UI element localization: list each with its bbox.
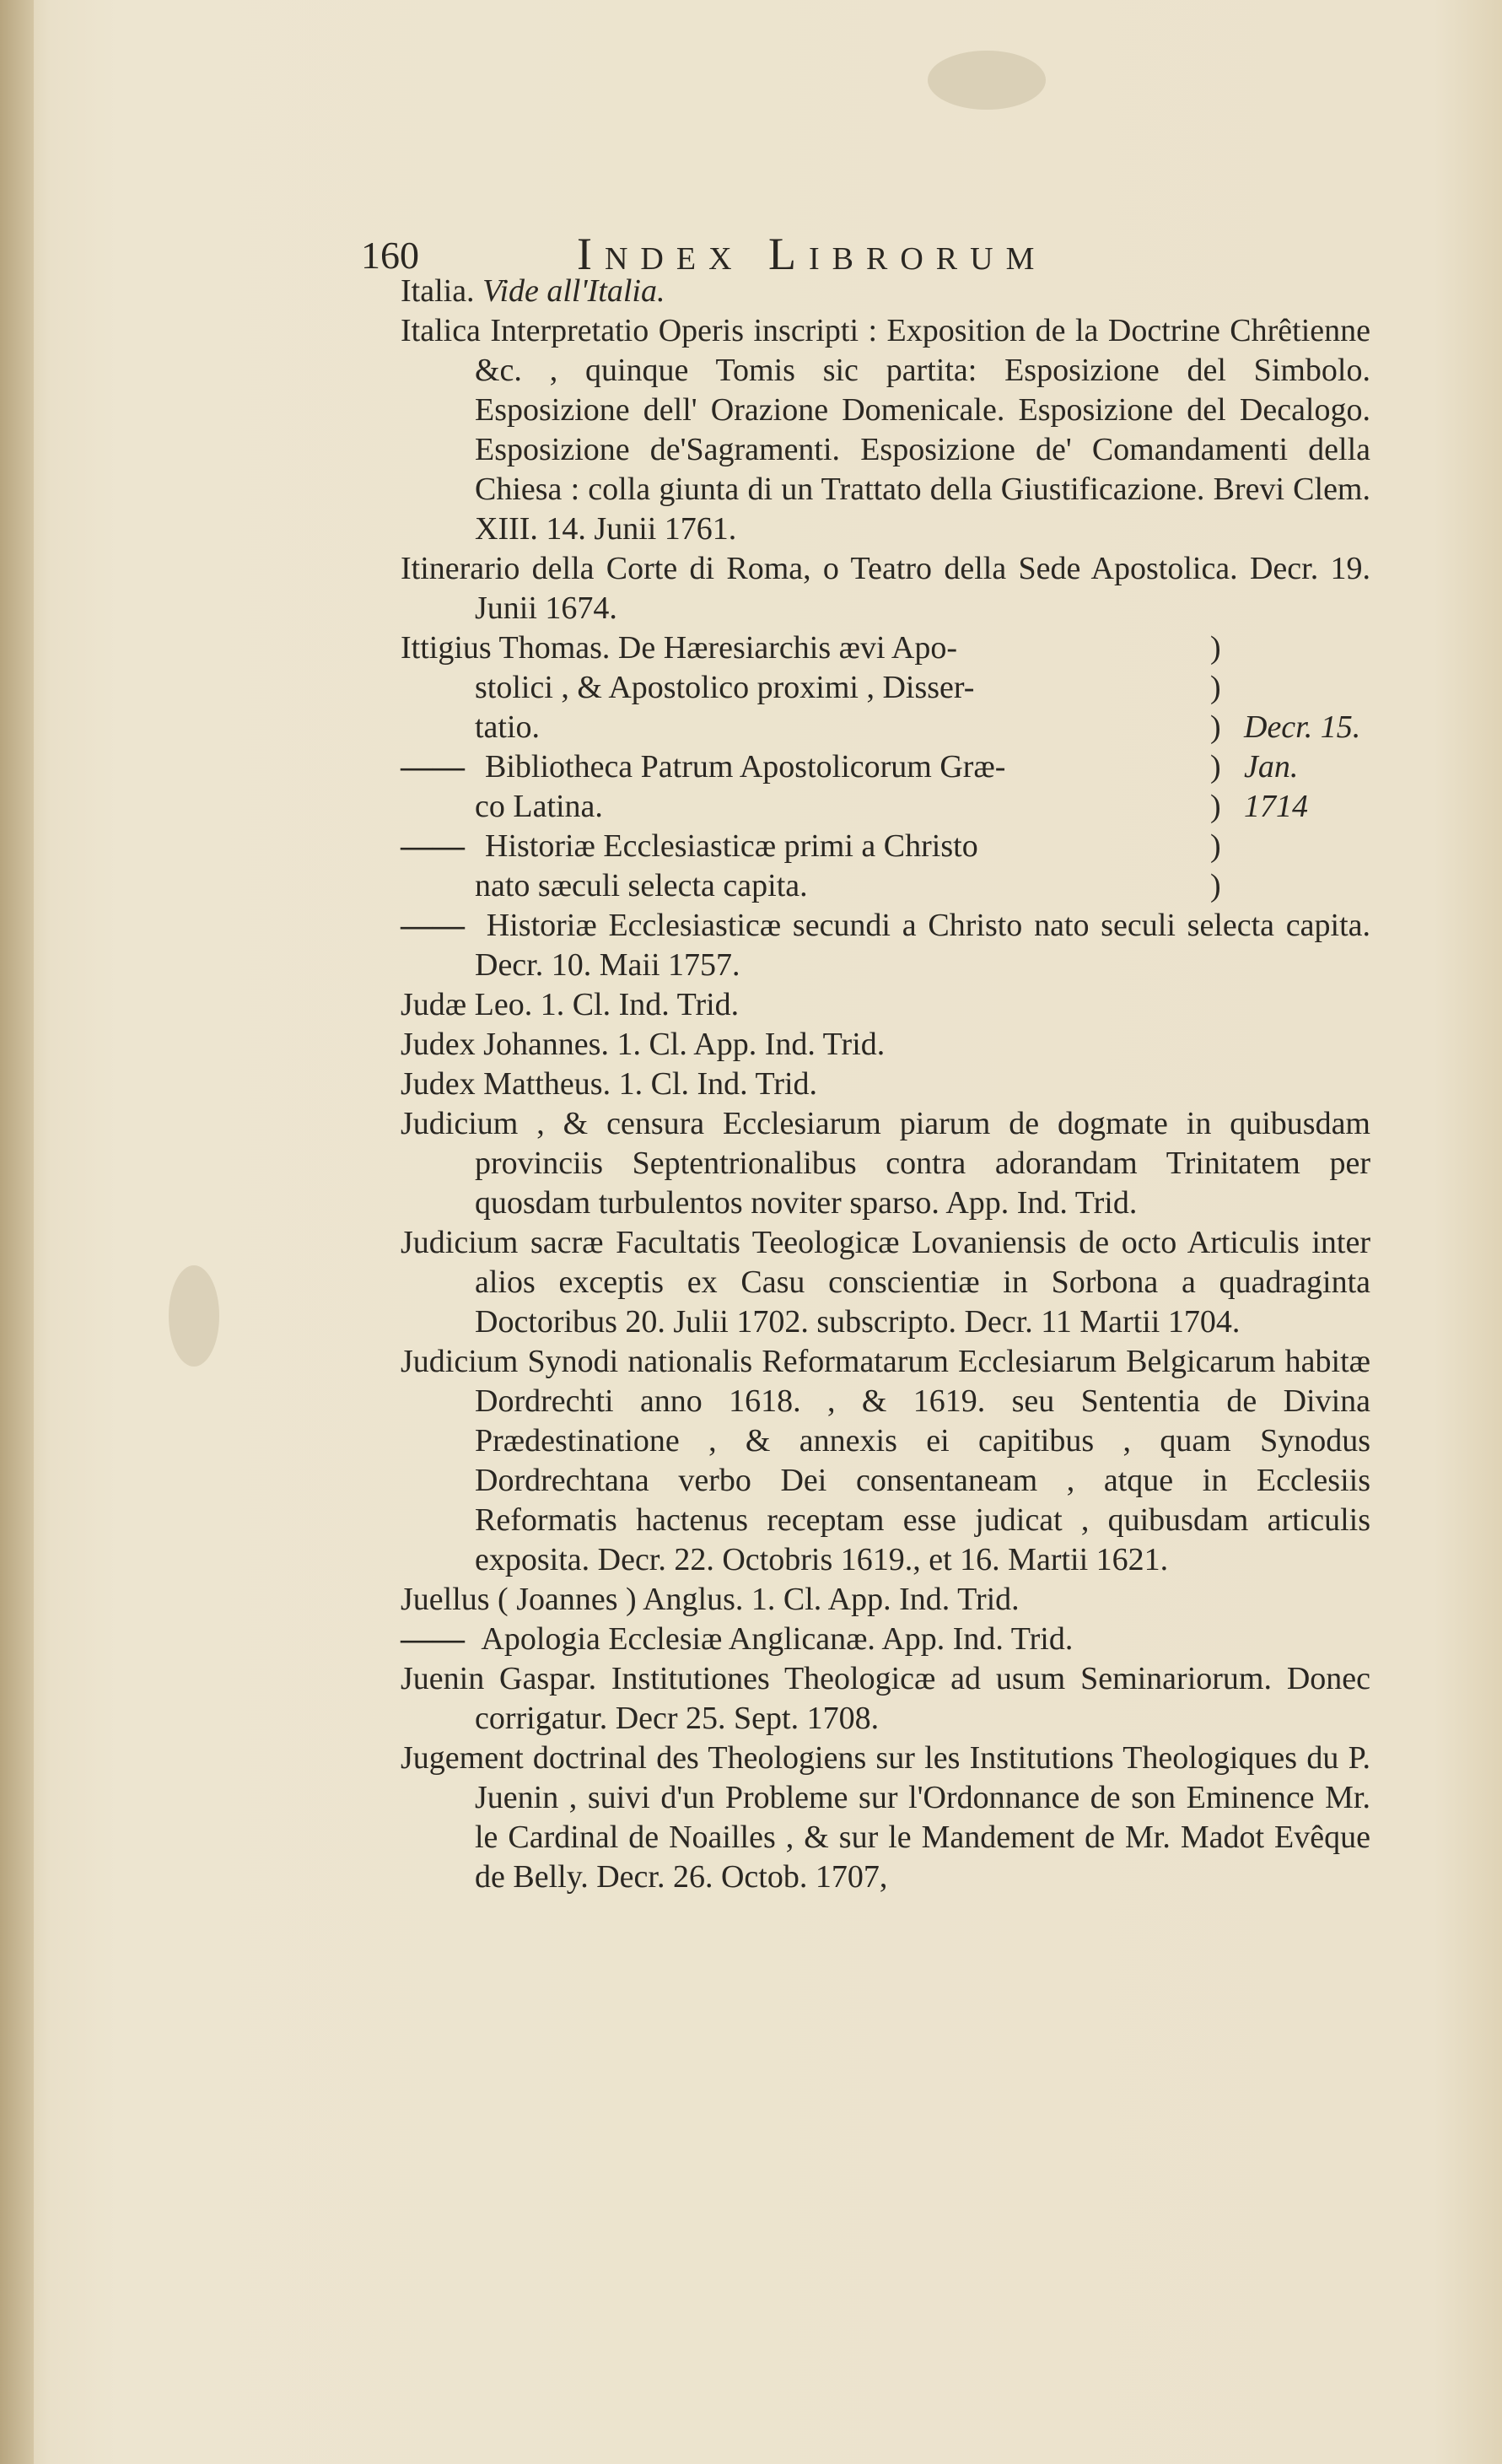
index-entry: Judex Johannes. 1. Cl. App. Ind. Trid. <box>401 1027 886 1062</box>
group-line: Bibliotheca Patrum Apostolicorum Græ- <box>485 749 1006 784</box>
repeat-dash: —— <box>401 749 465 784</box>
brace: ) <box>1210 828 1221 864</box>
group-line: nato sæculi selecta capita. <box>475 868 808 903</box>
ittigius-group <box>401 628 1370 906</box>
index-entry: Juenin Gaspar. Institutiones Theologicæ ad usum Seminariorum. Donec corrigatur. Decr 25. Sept. 1708. <box>401 1661 1370 1736</box>
decree-text: Decr. 15. <box>1244 709 1361 745</box>
index-entry <box>401 906 1370 985</box>
index-entry: Judicium sacræ Facultatis Teeologicæ Lovaniensis de octo Articulis inter alios exceptis ex Casu conscientiæ in Sorbona a quadraginta Doctoribus 20. Julii 1702. subscripto. Decr. 11 Martii 1704. <box>401 1225 1370 1340</box>
entry-text: Apologia Ecclesiæ Anglicanæ. App. Ind. Trid. <box>481 1621 1074 1657</box>
brace-column <box>1210 628 1244 906</box>
paper-stain <box>928 51 1046 110</box>
index-entry: Juellus ( Joannes ) Anglus. 1. Cl. App. Ind. Trid. <box>401 1582 1020 1617</box>
entry-head: Italica Interpretatio <box>401 313 649 348</box>
decree-text: Jan. <box>1244 749 1299 784</box>
group-line: Historiæ Ecclesiasticæ primi a Christo <box>485 828 978 864</box>
index-entry <box>401 549 1370 628</box>
group-line: tatio. <box>475 709 541 745</box>
decree-text: 1714 <box>1244 789 1308 824</box>
brace: ) <box>1210 749 1221 784</box>
entry-text: Historiæ Ecclesiasticæ secundi a Christo nato seculi selecta capita. Decr. 10. Maii 1757. <box>475 908 1371 983</box>
index-entry <box>401 272 1370 311</box>
index-entry: Jugement doctrinal des Theologiens sur les Institutions Theologiques du P. Juenin , suivi d'un Probleme sur l'Ordonnance de son Eminence Mr. le Cardinal de Noailles , & sur le Mandement de Mr. Madot Evêque de Belly. Decr. 26. Octob. 1707, <box>401 1740 1370 1895</box>
entry-head: Itinerario della Corte di Roma <box>401 551 804 586</box>
brace: ) <box>1210 709 1221 745</box>
brace: ) <box>1210 630 1221 666</box>
entry-head: Italia. <box>401 273 475 309</box>
binding-edge <box>0 0 34 2464</box>
brace: ) <box>1210 670 1221 705</box>
page-title: Index Librorum <box>577 229 1047 279</box>
repeat-dash: —— <box>401 828 465 864</box>
page-number: 160 <box>361 234 419 277</box>
brace: ) <box>1210 868 1221 903</box>
index-entry <box>401 311 1370 549</box>
group-line: stolici , & Apostolico proximi , Disser- <box>475 670 975 705</box>
index-entry <box>401 1620 1370 1659</box>
group-line: Ittigius Thomas. De Hæresiarchis ævi Apo- <box>401 630 958 666</box>
repeat-dash: —— <box>401 1621 465 1657</box>
entry-text: , o Teatro della Sede Apostolica. Decr. 19. Junii 1674. <box>475 551 1370 626</box>
ittigius-titles <box>401 628 1210 906</box>
brace: ) <box>1210 789 1221 824</box>
entry-text: Vide all'Italia. <box>482 273 665 309</box>
index-entry: Judex Mattheus. 1. Cl. Ind. Trid. <box>401 1066 818 1102</box>
paper-stain <box>169 1265 219 1367</box>
group-line: co Latina. <box>475 789 603 824</box>
index-entry: Judicium Synodi nationalis Reformatarum Ecclesiarum Belgicarum habitæ Dordrechti anno 1618. , & 1619. seu Sententia de Divina Prædestinatione , & annexis ei capitibus , quam Synodus Dordrechtana verbo Dei consentaneam , atque in Ecclesiis Reformatis hactenus receptam esse judicat , quibusdam articulis exposita. Decr. 22. Octobris 1619., et 16. Martii 1621. <box>401 1344 1370 1577</box>
entry-text: Operis inscripti : Exposition de la Doctrine Chrêtienne &c. , quinque Tomis sic partita: Esposizione del Simbolo. Esposizione dell' Orazione Domenicale. Esposizione del Decalogo. Esposizione de'Sagramenti. Esposizione de' Comandamenti della Chiesa : colla giunta di un Trattato della Giustificazione. Brevi Clem. XIII. 14. Junii 1761. <box>475 313 1371 547</box>
decree-column <box>1244 628 1370 906</box>
index-entry: Judicium , & censura Ecclesiarum piarum de dogmate in quibusdam provinciis Septentrionalibus contra adorandam Trinitatem per quosdam turbulentos noviter sparso. App. Ind. Trid. <box>401 1106 1370 1221</box>
index-entry: Judæ Leo. 1. Cl. Ind. Trid. <box>401 987 740 1022</box>
index-text <box>401 272 1370 1897</box>
repeat-dash: —— <box>401 908 465 943</box>
